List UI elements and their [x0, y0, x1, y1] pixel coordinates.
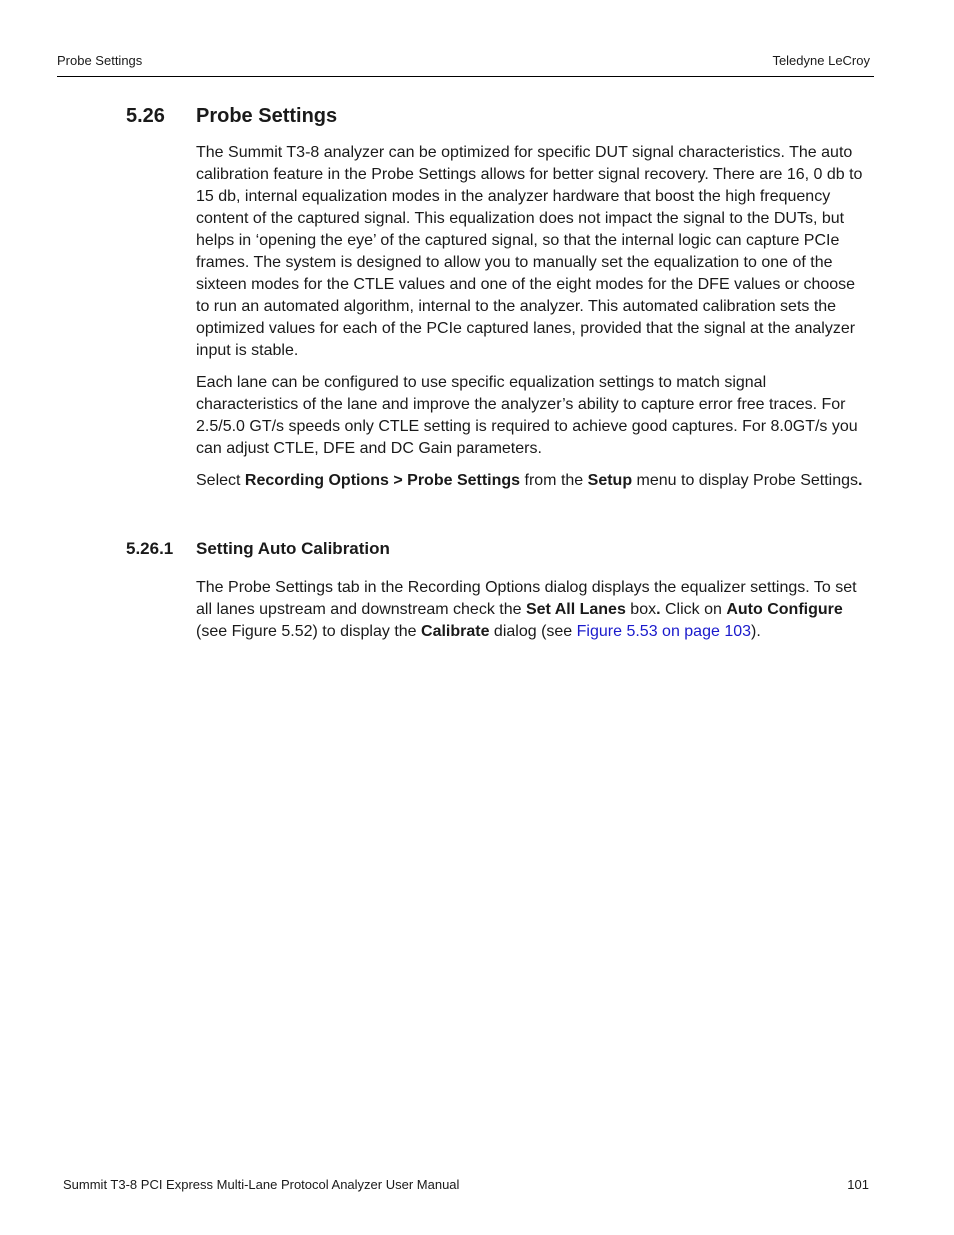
paragraph-auto-calibration [196, 577, 872, 643]
text-run: from the [520, 472, 588, 489]
set-all-lanes-label: Set All Lanes [525, 601, 626, 618]
text-run: The Probe Settings tab in the Recording Options dialog displays the equalizer settings. To set all lanes upstream and downstream check the [196, 579, 857, 618]
text-run: dialog (see [489, 623, 577, 640]
figure-cross-reference-link[interactable]: Figure 5.53 on page 103 [576, 623, 752, 640]
text-run: menu to display Probe Settings [632, 472, 858, 489]
text-run: ). [751, 623, 761, 640]
subsection-heading [126, 539, 390, 559]
header-section-title: Probe Settings [57, 53, 143, 68]
footer-manual-title: Summit T3-8 PCI Express Multi-Lane Protocol Analyzer User Manual [63, 1177, 460, 1192]
running-header [57, 52, 874, 77]
menu-name: Setup [587, 472, 633, 489]
auto-configure-label: Auto Configure [726, 601, 843, 618]
subsection-title: Setting Auto Calibration [196, 539, 390, 558]
text-run-bold: . [656, 601, 661, 618]
paragraph-menu-instruction [196, 470, 872, 492]
text-run: Click on [660, 601, 727, 618]
text-run-bold: . [858, 472, 863, 489]
header-company-name: Teledyne LeCroy [772, 53, 870, 68]
section-title: Probe Settings [196, 105, 338, 127]
text-run: Select [196, 472, 245, 489]
subsection-body [196, 577, 872, 653]
text-run: box [625, 601, 657, 618]
paragraph-overview: The Summit T3-8 analyzer can be optimized for specific DUT signal characteristics. The auto calibration feature in the Probe Settings allows for better signal recovery. There are 16, 0 db to 15 db, internal equalization modes in the analyzer hardware that boost the high frequency content of the captured signal. This equalization does not impact the signal to the DUTs, but helps in ‘opening the eye’ of the captured signal, so that the internal logic can capture PCIe frames. The system is designed to allow you to manually set the equalization to one of the sixteen modes for the CTLE values and one of the eight modes for the DFE values or choose to run an automated algorithm, internal to the analyzer. This automated calibration sets the optimized values for each of the PCIe captured lanes, provided that the signal at the analyzer input is stable. [196, 144, 863, 359]
text-run: (see Figure 5.52) to display the [196, 623, 422, 640]
subsection-number: 5.26.1 [126, 539, 174, 558]
calibrate-label: Calibrate [421, 623, 490, 640]
menu-path: Recording Options > Probe Settings [244, 472, 521, 489]
section-body [196, 142, 872, 502]
page-number: 101 [847, 1177, 869, 1192]
paragraph-lane-config: Each lane can be configured to use specific equalization settings to match signal characteristics of the lane and improve the analyzer’s ability to capture error free traces. For 2.5/5.0 GT/s speeds only CTLE setting is required to achieve good captures. For 8.0GT/s you can adjust CTLE, DFE and DC Gain parameters. [196, 374, 858, 457]
section-heading [126, 105, 337, 128]
section-number: 5.26 [126, 105, 165, 127]
